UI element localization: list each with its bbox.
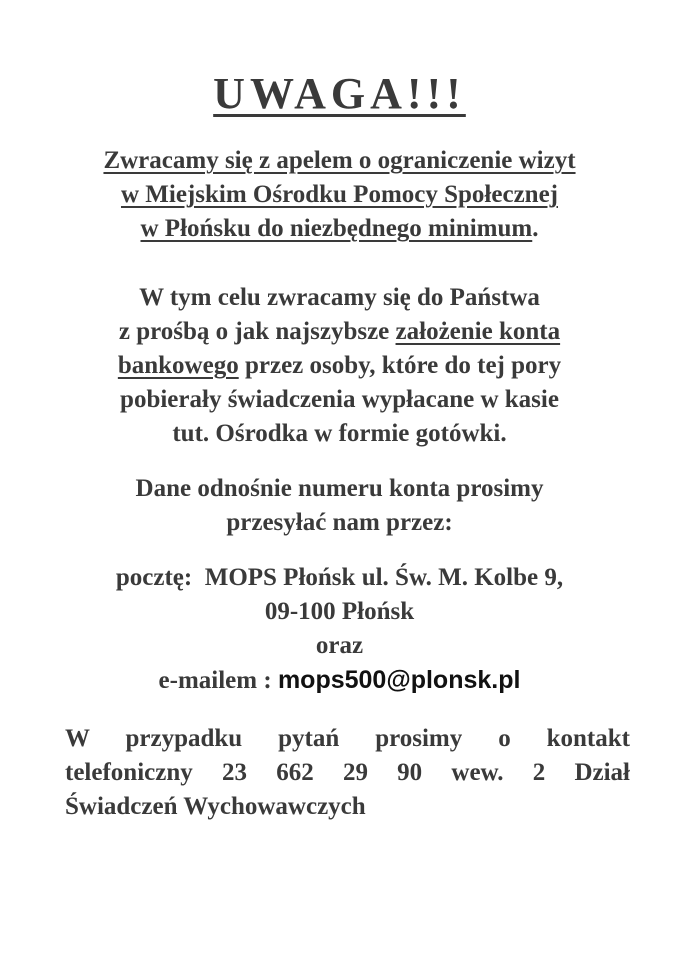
request-line-2 [0, 315, 679, 349]
request-line-4: pobierały świadczenia wypłacane w kasie [120, 386, 559, 413]
email-line [0, 663, 679, 698]
request-line-3 [0, 349, 679, 383]
questions-line-1: W przypadku pytań prosimy o kontakt [65, 725, 630, 752]
data-info-paragraph [0, 472, 679, 540]
request-line-3-underlined: bankowego [117, 352, 239, 379]
email-label: e-mailem : [158, 667, 278, 694]
post-postal-code: 09-100 Płońsk [264, 598, 415, 625]
appeal-line-3-tail: . [532, 215, 539, 242]
request-line-2-underlined: założenie konta [395, 318, 561, 345]
data-info-line-2: przesyłać nam przez: [226, 509, 453, 536]
email-address: mops500@plonsk.pl [277, 666, 521, 694]
questions-paragraph [65, 722, 630, 824]
notice-title: UWAGA!!! [213, 69, 466, 118]
appeal-line-3 [0, 212, 679, 246]
post-address: MOPS Płońsk ul. Św. M. Kolbe 9, [204, 564, 564, 591]
contact-paragraph [0, 561, 679, 698]
request-line-1: W tym celu zwracamy się do Państwa [139, 284, 540, 311]
appeal-line-1: Zwracamy się z apelem o ograniczenie wizyt [103, 147, 576, 174]
request-paragraph [0, 281, 679, 451]
request-line-2-pre: z prośbą o jak najszybsze [118, 318, 396, 345]
data-info-line-1: Dane odnośnie numeru konta prosimy [135, 475, 544, 502]
appeal-line-2: w Miejskim Ośrodku Pomocy Społecznej [120, 181, 558, 208]
post-label: pocztę: [115, 564, 193, 591]
appeal-line-3-underlined: w Płońsku do niezbędnego minimum [140, 215, 533, 242]
request-line-3-post: przez osoby, które do tej pory [238, 352, 562, 379]
or-text: oraz [315, 632, 364, 659]
questions-line-3: Świadczeń Wychowawczych [65, 793, 366, 820]
appeal-paragraph [0, 144, 679, 246]
post-line [0, 561, 679, 595]
request-line-5: tut. Ośrodka w formie gotówki. [172, 420, 507, 447]
questions-line-2: telefoniczny 23 662 29 90 wew. 2 Dział [65, 759, 630, 786]
